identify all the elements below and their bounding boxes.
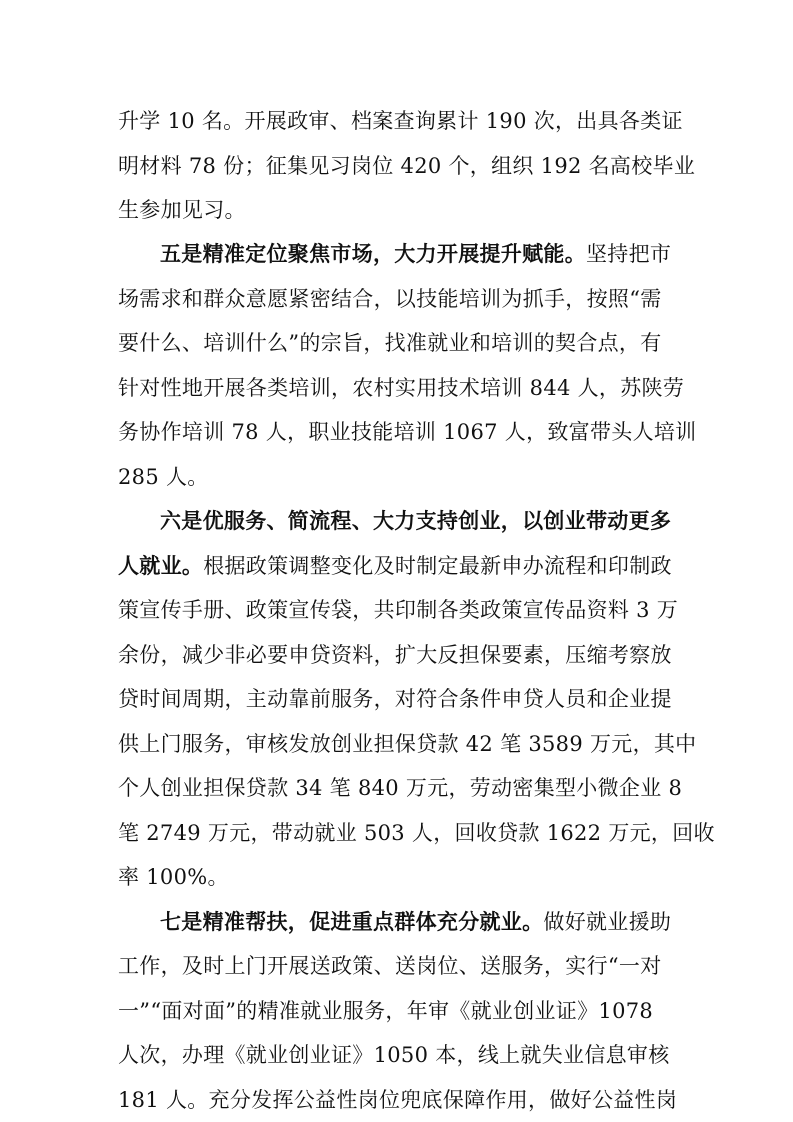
text-line: 人就业。根据政策调整变化及时制定最新申办流程和印制政	[118, 553, 672, 578]
text-line: 余份，减少非必要申贷资料，扩大反担保要素，压缩考察放	[118, 643, 672, 667]
text-line: 人次，办理《就业创业证》1050 本，线上就失业信息审核	[118, 1043, 670, 1067]
text-line: 贷时间周期，主动靠前服务，对符合条件申贷人员和企业提	[118, 687, 672, 711]
text-line: 笔 2749 万元，带动就业 503 人，回收贷款 1622 万元，回收	[118, 821, 715, 845]
text-line: 针对性地开展各类培训，农村实用技术培训 844 人，苏陕劳	[118, 376, 685, 400]
text-line: 生参加见习。	[118, 198, 246, 222]
text-line: 升学 10 名。开展政审、档案查询累计 190 次，出具各类证	[118, 109, 683, 133]
text-line: 285 人。	[118, 465, 209, 489]
text-line: 五是精准定位聚焦市场，大力开展提升赋能。坚持把市	[160, 241, 672, 266]
text-line: 七是精准帮扶，促进重点群体充分就业。做好就业援助	[160, 909, 672, 934]
text-line: 工作，及时上门开展送政策、送岗位、送服务，实行“一对	[118, 954, 662, 978]
text-line: 率 100%。	[118, 865, 229, 889]
text-line: 一”“面对面”的精准就业服务，年审《就业创业证》1078	[118, 999, 654, 1023]
text-line: 要什么、培训什么”的宗旨，找准就业和培训的契合点，有	[118, 331, 662, 355]
text-line: 明材料 78 份；征集见习岗位 420 个，组织 192 名高校毕业	[118, 154, 696, 178]
text-line: 供上门服务，审核发放创业担保贷款 42 笔 3589 万元，其中	[118, 732, 697, 756]
text-line: 六是优服务、简流程、大力支持创业，以创业带动更多	[160, 508, 672, 533]
text-line: 181 人。充分发挥公益性岗位兜底保障作用，做好公益性岗	[118, 1088, 678, 1112]
text-line: 务协作培训 78 人，职业技能培训 1067 人，致富带头人培训	[118, 420, 697, 444]
text-line: 策宣传手册、政策宣传袋，共印制各类政策宣传品资料 3 万	[118, 598, 679, 622]
text-line: 场需求和群众意愿紧密结合，以技能培训为抓手，按照“需	[118, 287, 662, 311]
text-line: 个人创业担保贷款 34 笔 840 万元，劳动密集型小微企业 8	[118, 776, 683, 800]
